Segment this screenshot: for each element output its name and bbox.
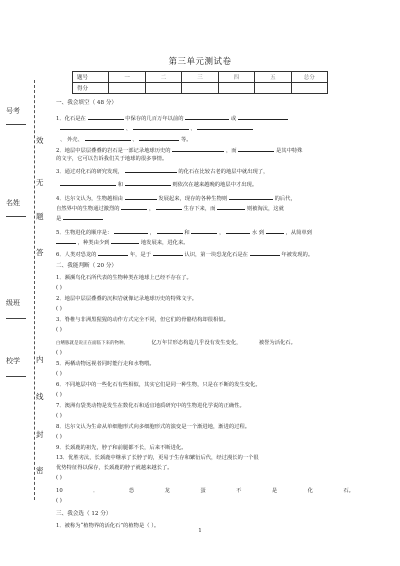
question-6-line <box>56 250 313 259</box>
score-cell[interactable] <box>291 83 327 94</box>
judge-10 <box>56 488 354 495</box>
score-table-header-cell: 四 <box>218 72 254 83</box>
question-text: 3．通过对化石的研究发现， <box>56 169 123 175</box>
binding-label-name: 名姓 <box>6 199 20 207</box>
score-row-label: 得分 <box>73 83 109 94</box>
question-text: 是其中特殊 <box>275 148 303 154</box>
question-text: ． <box>93 488 99 494</box>
score-table-score-row <box>73 83 328 94</box>
judge-6: 6．不同地层中的一些化石有些相似，其实它们是同一种生物，只是在不断的发生变化。 <box>56 382 261 388</box>
judge-paren[interactable]: ( ) <box>56 413 62 419</box>
question-text: 、 <box>132 137 138 143</box>
question-text: 1．化石是在 <box>56 116 86 122</box>
score-table-header-row <box>73 72 328 83</box>
binding-line <box>6 318 26 319</box>
binding-line <box>6 124 26 125</box>
judge-9: 13．优胜劣汰，长颈鹿中继承了长脖子的，更易于生存和繁衍后代，经过漫长的一个很 <box>56 455 259 461</box>
answer-blank[interactable] <box>226 228 250 234</box>
question-5-line <box>56 228 312 237</box>
question-text: 水 <box>251 230 258 236</box>
question-text: 自然界中的生物通过激烈的 <box>56 206 120 212</box>
judge-9: 9．长颈鹿的祖先，脖子和前腿都不长，后来不断进化。 <box>56 445 187 451</box>
answer-blank[interactable] <box>217 204 245 210</box>
score-cell[interactable] <box>218 83 254 94</box>
binding-char: 无 <box>36 178 44 187</box>
question-2-line <box>56 146 302 155</box>
question-text: 地发展来，进化来。 <box>140 240 189 246</box>
question-text: 蛋 <box>200 488 206 494</box>
question-text: 6．人类对恐龙的 <box>56 252 97 258</box>
question-text: ， <box>148 206 155 212</box>
answer-blank[interactable] <box>85 135 131 141</box>
judge-8: 8．达尔文认为生命从单细胞形式向多细胞形式的演变是一个渐进地，渐进的过程。 <box>56 424 251 430</box>
score-table-header-cell: 二 <box>145 72 181 83</box>
question-text: 4．达尔文认为，生物越相由 <box>56 196 123 202</box>
score-table-header-cell: 题号 <box>73 72 109 83</box>
judge-5: 5．两栖动物远视者同时能行走和水物喂。 <box>56 361 155 367</box>
question-text: 是 <box>271 488 278 494</box>
judge-paren[interactable]: ( ) <box>56 475 62 481</box>
question-text: 被誉为活化石。 <box>258 340 296 346</box>
question-text: 到 <box>258 230 265 236</box>
question-text: 的后代， <box>274 196 296 202</box>
question-text: 则被淘汰，这就 <box>246 206 284 212</box>
question-text: 、 <box>190 126 196 132</box>
question-text: 亿万年甘形态构造几乎没有发生变化， <box>151 340 242 346</box>
question-text: 中保存的几百万年以前的 <box>125 116 184 122</box>
question-text: 恐 <box>128 488 135 494</box>
question-text: ，种类由少到 <box>77 240 110 246</box>
judge-3: 3．脊椎与非洲黑猩猩的动作方式完全不同，但它们的骨骼结构却很相似。 <box>56 317 229 323</box>
answer-blank[interactable] <box>60 124 124 130</box>
score-table <box>72 71 328 94</box>
binding-char: 题 <box>36 212 44 221</box>
judge-4 <box>56 340 296 347</box>
judge-paren[interactable]: ( ) <box>56 498 62 504</box>
answer-blank[interactable] <box>60 180 116 186</box>
judge-paren[interactable]: ( ) <box>56 392 62 398</box>
question-text: 不 <box>236 488 242 494</box>
question-3-line <box>56 167 268 176</box>
question-text: 发展起来，现存的各种生物则 <box>158 196 228 202</box>
binding-label-exam-no: 号考 <box>6 107 20 115</box>
question-text: 年，是于 <box>129 252 152 258</box>
question-text: 的化石在比较古老的地层中就出现了， <box>178 169 269 175</box>
binding-char: 效 <box>36 136 44 145</box>
answer-blank[interactable] <box>229 194 273 200</box>
question-text: 龙 <box>164 488 170 494</box>
answer-blank[interactable] <box>114 228 148 234</box>
question-text: 生存下来，而 <box>183 206 216 212</box>
score-table-header-cell: 一 <box>109 72 145 83</box>
binding-line <box>6 216 26 217</box>
answer-blank[interactable] <box>172 146 224 152</box>
page-number: 1 <box>198 528 202 534</box>
question-text: 白鳍豚就是说正在面临下来的物种。 <box>56 341 128 346</box>
question-text: ，从简单到 <box>285 230 312 236</box>
answer-blank[interactable] <box>238 146 274 152</box>
answer-blank[interactable] <box>197 124 253 130</box>
choice-1: 1．被称为“植物界的活化石”的植物是（ ）。 <box>56 523 160 529</box>
question-text: 、 外壳、 <box>60 137 83 143</box>
binding-label-class: 级班 <box>6 299 20 307</box>
question-text: 10 <box>56 488 63 494</box>
question-text: 和 <box>117 182 123 188</box>
score-table-header-cell: 总分 <box>291 72 327 83</box>
question-text: 年被发现的。 <box>281 252 314 258</box>
question-5-line <box>56 238 189 247</box>
question-text: 5．生物进化的顺序是： <box>56 230 113 236</box>
score-cell[interactable] <box>255 83 291 94</box>
score-cell[interactable] <box>145 83 181 94</box>
score-cell[interactable] <box>182 83 218 94</box>
question-1-line <box>60 135 192 144</box>
question-3-line <box>60 180 257 189</box>
answer-blank[interactable] <box>153 250 183 256</box>
judge-paren[interactable]: ( ) <box>56 327 62 333</box>
question-text: 、 <box>125 126 131 132</box>
answer-blank[interactable] <box>157 228 183 234</box>
score-table-header-cell: 五 <box>255 72 291 83</box>
judge-paren[interactable]: ( ) <box>56 350 62 356</box>
binding-line <box>6 376 26 377</box>
binding-char: 密 <box>36 466 44 475</box>
answer-blank[interactable] <box>98 250 128 256</box>
answer-blank[interactable] <box>250 250 280 256</box>
judge-9: 优势特征得以保存，长颈鹿的脖子就越来越长了。 <box>56 465 173 471</box>
judge-7: 7．澳洲有袋类动物是发生在数化石和适宜地质研究中的生物进化学说的正确性。 <box>56 403 245 409</box>
question-text: 认识，第一块恐龙化石是在 <box>184 252 248 258</box>
page-title: 第三单元测试卷 <box>168 57 232 67</box>
question-text: 则依次在越来越晚的地层中才出现。 <box>172 182 258 188</box>
judge-paren[interactable]: ( ) <box>56 285 62 291</box>
answer-blank[interactable] <box>156 204 182 210</box>
question-text: 石。 <box>343 488 354 494</box>
question-text: 等。 <box>180 137 192 143</box>
binding-char: 封 <box>36 430 44 439</box>
question-text: ， <box>149 230 156 236</box>
answer-blank[interactable] <box>185 114 229 120</box>
question-text: 化 <box>307 488 313 494</box>
judge-paren[interactable]: ( ) <box>56 434 62 440</box>
binding-seal-line <box>34 80 35 500</box>
question-text: ，而 <box>225 148 237 154</box>
question-1-line <box>56 114 288 123</box>
answer-blank[interactable] <box>191 228 217 234</box>
question-text: 是 <box>56 216 62 222</box>
score-cell[interactable] <box>109 83 145 94</box>
section-3-title: 三、我会选（ 12 分） <box>56 511 112 517</box>
answer-blank[interactable] <box>125 167 177 173</box>
question-1-line <box>60 124 253 133</box>
question-text: 或 <box>230 116 237 122</box>
section-1-title: 一、我会填空（ 48 分） <box>56 100 118 106</box>
answer-blank[interactable] <box>88 114 124 120</box>
question-text: 和 <box>184 230 190 236</box>
binding-char: 线 <box>36 392 44 401</box>
question-4-line <box>56 204 284 213</box>
question-4-line <box>56 194 296 203</box>
answer-blank[interactable] <box>125 180 171 186</box>
binding-label-school: 校学 <box>6 357 20 365</box>
judge-1: 1．濒濒鸟化石所代表的生物种类在地球上已经不存在了。 <box>56 275 192 281</box>
answer-blank[interactable] <box>133 124 189 130</box>
question-2-line <box>56 156 167 163</box>
answer-blank[interactable] <box>111 238 139 244</box>
question-4-line <box>56 214 103 223</box>
judge-paren[interactable]: ( ) <box>56 306 62 312</box>
binding-char: 答 <box>36 248 44 257</box>
judge-paren[interactable]: ( ) <box>56 371 62 377</box>
answer-blank[interactable] <box>56 238 76 244</box>
answer-blank[interactable] <box>125 194 157 200</box>
question-text: 的文字，它可以告诉我们关于地球的很多事情。 <box>56 156 168 162</box>
question-text: 2．地层中层层叠叠的岩石是一部记录地球历史的 <box>56 148 171 154</box>
answer-blank[interactable] <box>266 228 284 234</box>
section-2-title: 二、我能判断（ 20 分） <box>56 263 118 269</box>
answer-blank[interactable] <box>121 204 147 210</box>
answer-blank[interactable] <box>139 135 179 141</box>
answer-blank[interactable] <box>238 114 288 120</box>
judge-2: 2．地层中层层叠叠的沉积岩就像记录地球历史的特殊文字。 <box>56 296 198 302</box>
question-text: ， <box>219 230 225 236</box>
score-table-header-cell: 三 <box>182 72 218 83</box>
answer-blank[interactable] <box>63 214 103 220</box>
binding-char: 内 <box>36 355 44 364</box>
